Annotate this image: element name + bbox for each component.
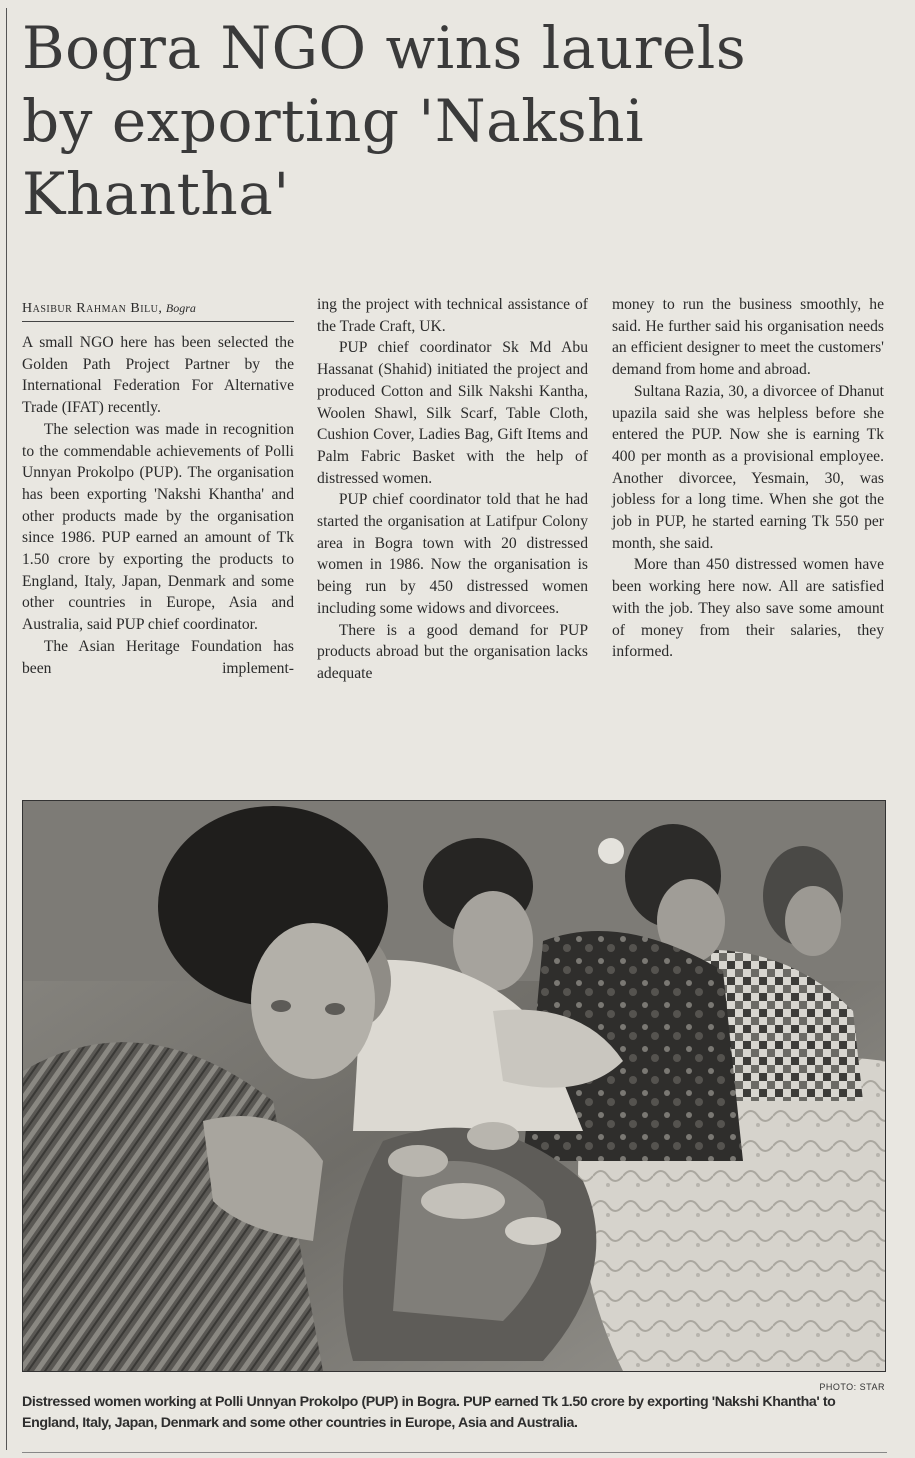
news-photo (22, 800, 886, 1372)
paragraph: money to run the business smoothly, he said. He further said his organisation needs an efficient designer to meet the customers' demand from home and abroad. (612, 296, 884, 379)
headline-line: Khantha' (22, 160, 290, 228)
paragraph: PUP chief coordinator Sk Md Abu Hassanat (Shahid) initiated the project and produced Cotton and Silk Nakshi Kantha, Woolen Shawl, Silk Scarf, Table Cloth, Cushion Cover, Ladies Bag, Gift Items and Palm Fabric Basket with the help of distressed women. (317, 339, 588, 487)
headline (22, 12, 902, 231)
paragraph: The selection was made in recognition to the commendable achievements of Polli Unnyan Prokolpo (PUP). The organisation has been exporting 'Nakshi Khantha' and other products made by the organisation since 1986. PUP earned an amount of Tk 1.50 crore by exporting the products to England, Italy, Japan, Denmark and some other countries in Europe, Asia and Australia, said PUP chief coordinator. (22, 420, 294, 634)
headline-line: by exporting 'Nakshi (22, 87, 645, 155)
article-column-2 (317, 294, 588, 685)
photo-credit: PHOTO: STAR (819, 1382, 885, 1392)
paragraph: More than 450 distressed women have been working here now. All are satisfied with the job. They also save some amount of money from their salaries, they informed. (612, 556, 884, 661)
headline-line: Bogra NGO wins laurels (22, 14, 747, 82)
paragraph: PUP chief coordinator told that he had started the organisation at Latifpur Colony area in Bogra town with 20 distressed women in 1986. Now the organisation is being run by 450 distressed women including some widows and divorcees. (317, 491, 588, 617)
byline-author: Hasibur Rahman Bilu, (22, 301, 163, 316)
article-column-3 (612, 294, 884, 663)
paragraph: A small NGO here has been selected the Golden Path Project Partner by the International Federation For Alternative Trade (IFAT) recently. (22, 334, 294, 417)
article-column-1 (22, 332, 294, 679)
paragraph: ing the project with technical assistance of the Trade Craft, UK. (317, 296, 588, 335)
column-rule (6, 8, 7, 1450)
paragraph: There is a good demand for PUP products abroad but the organisation lacks adequate (317, 621, 588, 682)
paragraph: Sultana Razia, 30, a divorcee of Dhanut upazila said she was helpless before she entered the PUP. Now she is earning Tk 400 per month as a provisional employee. Another divorcee, Yesmain, 30, was jobless for a long time. When she got the job in PUP, he started earning Tk 550 per month, she said. (612, 382, 884, 552)
byline (22, 298, 294, 322)
paragraph: The Asian Heritage Foundation has been implement- (22, 637, 294, 677)
byline-location: Bogra (165, 301, 196, 315)
photo-caption: Distressed women working at Polli Unnyan Prokolpo (PUP) in Bogra. PUP earned Tk 1.50 crore by exporting 'Nakshi Khantha' to England, Italy, Japan, Denmark and some other countries in Europe, Asia and Australia. (22, 1394, 836, 1431)
bottom-rule (22, 1452, 887, 1453)
